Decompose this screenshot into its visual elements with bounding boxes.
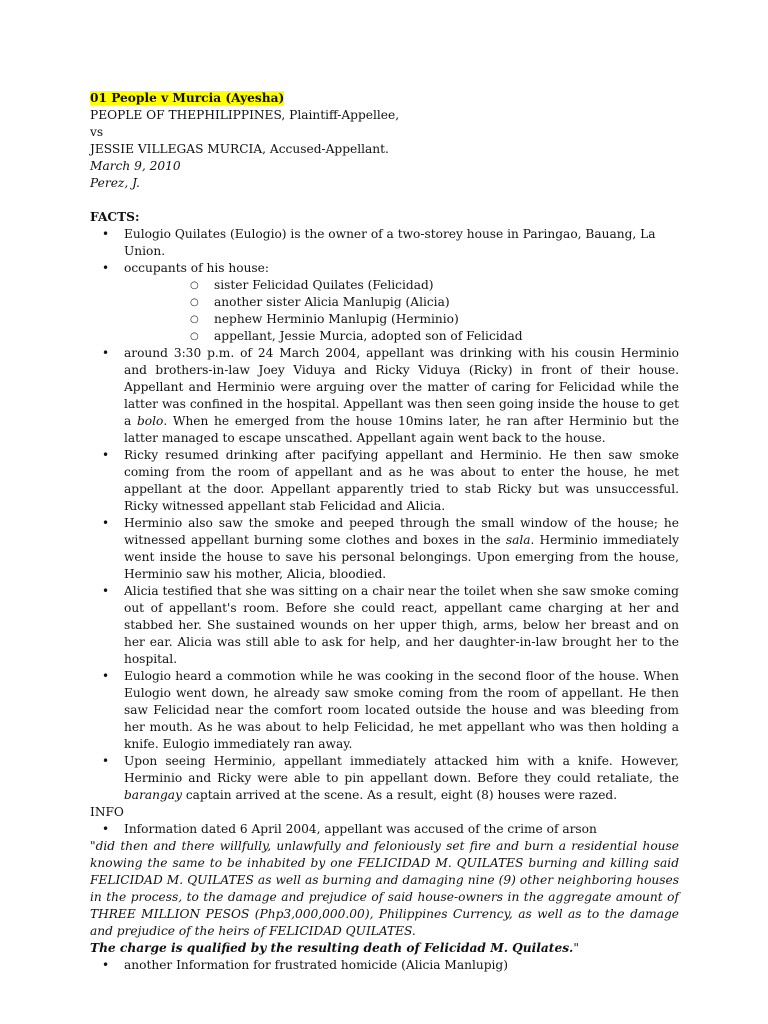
occupant-item: ○ sister Felicidad Quilates (Felicidad) <box>124 277 679 294</box>
info-list-1 <box>90 821 679 838</box>
info-heading: INFO <box>90 805 124 819</box>
facts-item-pin-down <box>90 753 679 804</box>
facts-item-herminio <box>90 515 679 583</box>
occupant-item: ○ appellant, Jessie Murcia, adopted son of Felicidad <box>124 328 679 345</box>
occupants-list <box>124 277 679 345</box>
information-quote: "did then and there willfully, unlawfully and feloniously set fire and burn a residential house knowing the same to be inhabited by one FELICIDAD M. QUILATES burning and killing said FELICIDAD M. QUILATES as well as burning and damaging nine (9) other neighboring houses in the process, to the damage and prejudice of said house-owners in the aggregate amount of THREE MILLION PESOS (Php3,000,000.00), Philippines Currency, as well as to the damage and prejudice of the heirs of FELICIDAD QUILATES. <box>90 839 679 938</box>
facts-heading: FACTS: <box>90 210 140 224</box>
info-list-2 <box>90 957 679 974</box>
charge-quote-close: " <box>573 941 579 955</box>
fact-emphasis: barangay <box>124 788 182 802</box>
fact-text: . When he emerged from the house 10mins later, he ran after Herminio but the latter managed to escape unscathed. Appellant again went back to the house. <box>124 414 679 445</box>
plaintiff-line: PEOPLE OF THEPHILIPPINES, Plaintiff-Appellee, <box>90 108 400 122</box>
versus-line: vs <box>90 125 104 139</box>
facts-item-eulogio: • Eulogio heard a commotion while he was cooking in the second floor of the house. When Eulogio went down, he already saw smoke coming from the room of appellant. He then saw Felicidad near the comfort room located outside the house and was bleeding from her mouth. As he was about to help Felicidad, he met appellant who was then holding a knife. Eulogio immediately ran away. <box>90 668 679 753</box>
ponente: Perez, J. <box>90 176 140 190</box>
fact-text: captain arrived at the scene. As a result, eight (8) houses were razed. <box>181 788 618 802</box>
case-title-line <box>90 90 679 107</box>
facts-item-alicia: • Alicia testified that she was sitting on a chair near the toilet when she saw smoke coming out of appellant's room. Before she could react, appellant came charging at her and stabbed her. She sustained wounds on her upper thigh, arms, below her breast and on her ear. Alicia was still able to ask for help, and her daughter-in-law brought her to the hospital. <box>90 583 679 668</box>
charge-text: The charge is qualified by the resulting death of Felicidad M. Quilates. <box>90 941 574 955</box>
accused-line: JESSIE VILLEGAS MURCIA, Accused-Appellant. <box>90 142 389 156</box>
facts-item-ricky: • Ricky resumed drinking after pacifying appellant and Herminio. He then saw smoke coming from the room of appellant and as he was about to enter the house, he met appellant at the door. Appellant apparently tried to stab Ricky but was unsuccessful. Ricky witnessed appellant stab Felicidad and Alicia. <box>90 447 679 515</box>
fact-text: . Herminio immediately went inside the house to save his personal belongings. Upon emerging from the house, Herminio saw his mother, Alicia, bloodied. <box>124 533 679 581</box>
fact-text: Herminio also saw the smoke and peeped through the small window of the house; he witnessed appellant burning some clothes and boxes in the <box>124 516 679 547</box>
facts-list <box>90 226 679 804</box>
occupant-item: ○ another sister Alicia Manlupig (Alicia) <box>124 294 679 311</box>
decision-date: March 9, 2010 <box>90 159 181 173</box>
occupant-item: ○ nephew Herminio Manlupig (Herminio) <box>124 311 679 328</box>
facts-item-occupants <box>90 260 679 345</box>
case-title: 01 People v Murcia (Ayesha) <box>90 91 285 105</box>
info-item-homicide: • another Information for frustrated homicide (Alicia Manlupig) <box>90 957 679 974</box>
occupants-label: occupants of his house: <box>124 261 269 275</box>
facts-item-owner: • Eulogio Quilates (Eulogio) is the owner of a two-storey house in Paringao, Bauang, La Union. <box>90 226 679 260</box>
fact-text: around 3:30 p.m. of 24 March 2004, appellant was drinking with his cousin Herminio and brothers-in-law Joey Viduya and Ricky Viduya (Ricky) in front of their house. Appellant and Herminio were arguing over the matter of caring for Felicidad while the latter was confined in the hospital. Appellant was then seen going inside the house to get a <box>124 346 679 428</box>
charge-line <box>90 940 679 957</box>
document-page <box>90 90 679 974</box>
info-item-arson: • Information dated 6 April 2004, appellant was accused of the crime of arson <box>90 821 679 838</box>
fact-emphasis: bolo <box>136 414 164 428</box>
fact-emphasis: sala <box>505 533 531 547</box>
fact-text: Upon seeing Herminio, appellant immediately attacked him with a knife. However, Herminio and Ricky were able to pin appellant down. Before they could retaliate, the <box>124 754 679 785</box>
facts-item-drinking <box>90 345 679 447</box>
